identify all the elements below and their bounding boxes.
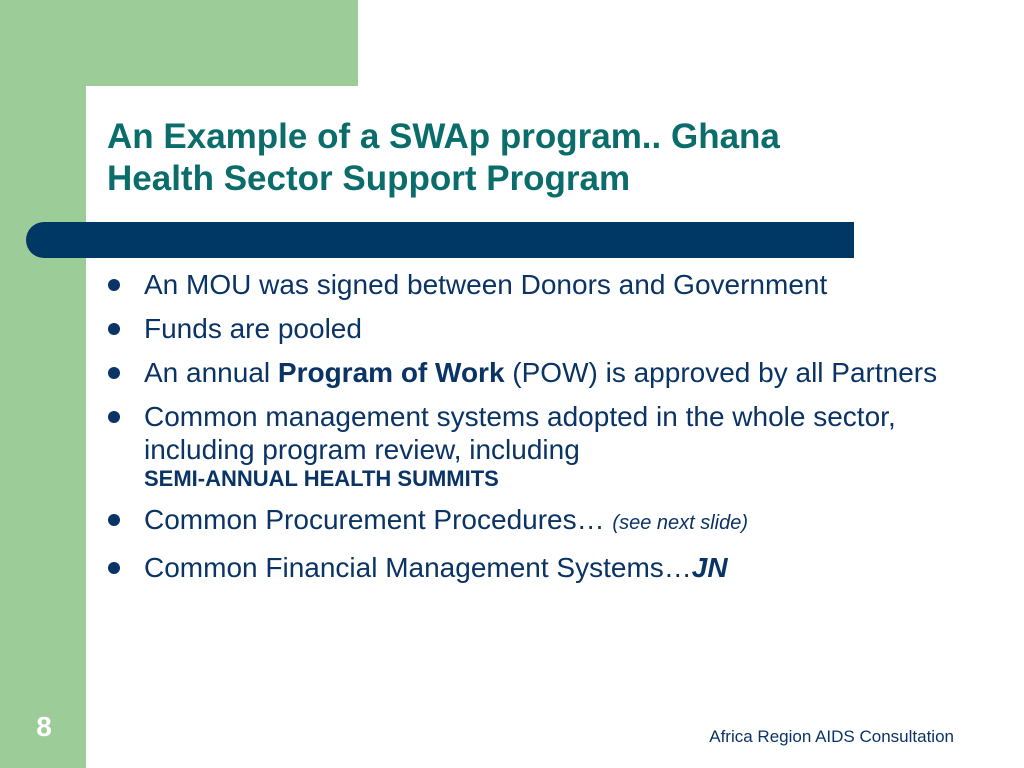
bullet-dot-icon (108, 562, 120, 574)
bullet-item (108, 551, 968, 584)
bullet-item (108, 312, 968, 345)
bullet-text-suffix: (POW) is approved by all Partners (504, 357, 938, 388)
bullet-text: Common Procurement Procedures… (144, 504, 613, 535)
bullet-item (108, 400, 968, 492)
bullet-initials: JN (691, 552, 728, 583)
bullet-text: Common management systems adopted in the whole sector, including program review, including (144, 401, 896, 465)
bullet-item (108, 356, 968, 389)
title-divider-bar (26, 222, 854, 258)
bullet-item (108, 503, 968, 540)
bullet-dot-icon (108, 514, 120, 526)
bullet-dot-icon (108, 367, 120, 379)
bullet-text: Common Financial Management Systems… (144, 552, 692, 583)
bullet-caps-text: SEMI-ANNUAL HEALTH SUMMITS (144, 466, 499, 491)
bullet-text: Funds are pooled (144, 313, 362, 344)
slide-title-line-1: An Example of a SWAp program.. Ghana (107, 117, 780, 156)
green-top-band (0, 0, 358, 86)
footer-text: Africa Region AIDS Consultation (709, 727, 954, 746)
green-side-band (0, 0, 86, 768)
slide-title-line-2: Health Sector Support Program (107, 159, 631, 198)
bullet-text-prefix: An annual (144, 357, 278, 388)
bullet-note: (see next slide) (612, 512, 749, 534)
bullet-dot-icon (108, 279, 120, 291)
bullet-dot-icon (108, 411, 120, 423)
bullet-dot-icon (108, 323, 120, 335)
bullet-item (108, 268, 968, 301)
bullet-text-emphasis: Program of Work (277, 357, 505, 388)
slide-title (107, 116, 987, 200)
bullet-list (108, 268, 968, 595)
slide-number: 8 (36, 711, 52, 742)
bullet-text: An MOU was signed between Donors and Government (144, 269, 828, 300)
